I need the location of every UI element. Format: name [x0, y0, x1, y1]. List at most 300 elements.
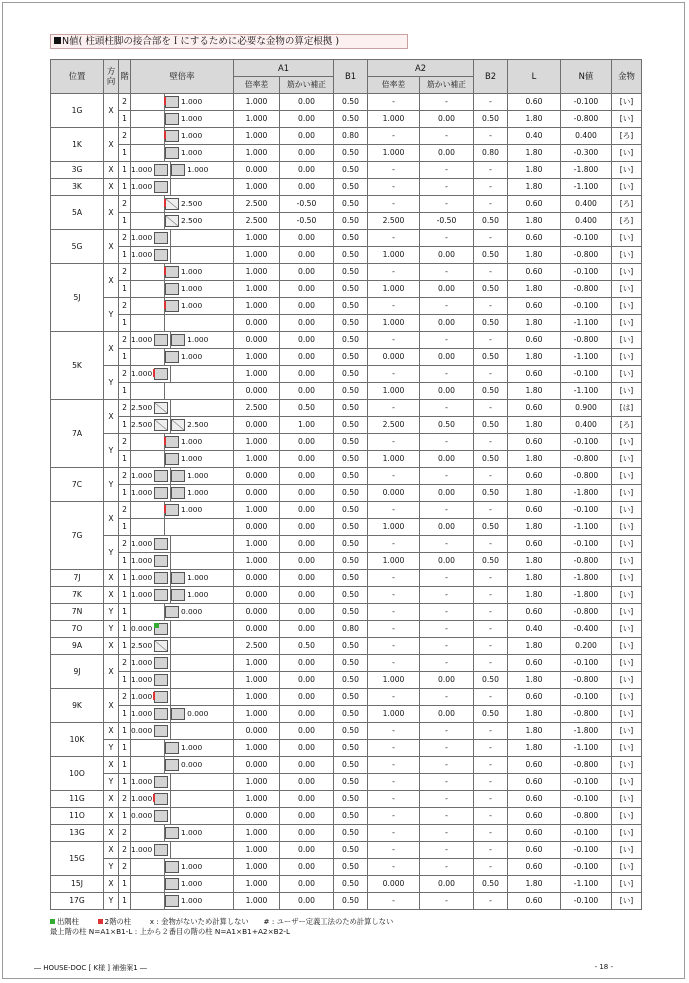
b1-cell: 0.50 — [334, 791, 368, 808]
a2-rate-diff-cell: - — [368, 655, 420, 672]
wall-rate-blocks — [131, 298, 233, 314]
position-cell: 7G — [51, 502, 104, 570]
wall-rate-value: 1.000 — [181, 267, 203, 277]
direction-cell: Y — [104, 604, 119, 621]
wall-rate-value: 1.000 — [131, 539, 153, 549]
wall-panel-icon — [154, 164, 168, 176]
wall-rate-cell — [131, 842, 234, 859]
floor-cell: 1 — [119, 808, 131, 825]
hardware-cell: [い] — [612, 893, 642, 910]
n-value-cell: -0.100 — [561, 893, 612, 910]
a2-brace-fix-cell: 0.00 — [420, 145, 474, 162]
legend — [50, 917, 393, 937]
wall-rate-value: 1.000 — [181, 352, 203, 362]
table-row — [51, 451, 642, 468]
a2-brace-fix-cell: - — [420, 893, 474, 910]
hardware-cell: [い] — [612, 638, 642, 655]
wall-rate-cell — [131, 536, 234, 553]
l-cell: 1.80 — [508, 876, 561, 893]
wall-rate-blocks — [131, 451, 233, 467]
a1-rate-diff-cell: 1.000 — [234, 230, 280, 247]
a1-brace-fix-cell: 0.00 — [280, 315, 334, 332]
n-value-cell: -0.100 — [561, 842, 612, 859]
wall-rate-right — [171, 230, 205, 246]
wall-rate-value: 1.000 — [131, 471, 153, 481]
table-row — [51, 808, 642, 825]
wall-rate-left — [131, 179, 171, 195]
wall-rate-cell — [131, 315, 234, 332]
l-cell: 1.80 — [508, 281, 561, 298]
b1-cell: 0.50 — [334, 179, 368, 196]
wall-rate-value: 2.500 — [131, 403, 153, 413]
table-row — [51, 774, 642, 791]
wall-panel-icon — [165, 113, 179, 125]
a1-rate-diff-cell: 1.000 — [234, 281, 280, 298]
brace-wall-icon — [154, 640, 168, 652]
second-floor-marker — [153, 369, 155, 377]
a1-rate-diff-cell: 0.000 — [234, 519, 280, 536]
a2-brace-fix-cell: - — [420, 689, 474, 706]
wall-rate-value: 1.000 — [187, 488, 209, 498]
table-row — [51, 264, 642, 281]
wall-rate-right — [165, 383, 199, 399]
b1-cell: 0.50 — [334, 434, 368, 451]
wall-panel-icon — [165, 742, 179, 754]
n-value-cell: -1.100 — [561, 383, 612, 400]
a2-brace-fix-cell: - — [420, 791, 474, 808]
b2-cell: 0.50 — [474, 876, 508, 893]
b1-cell: 0.50 — [334, 111, 368, 128]
wall-rate-right — [165, 298, 204, 314]
wall-panel-icon — [154, 793, 168, 805]
b2-cell: - — [474, 757, 508, 774]
wall-rate-cell — [131, 706, 234, 723]
a2-rate-diff-cell: - — [368, 230, 420, 247]
n-value-cell: -0.100 — [561, 434, 612, 451]
b2-cell: 0.50 — [474, 553, 508, 570]
hardware-cell: [い] — [612, 536, 642, 553]
floor-cell: 2 — [119, 434, 131, 451]
wall-rate-blocks — [131, 400, 233, 416]
wall-rate-right — [171, 485, 210, 501]
a1-brace-fix-cell: 0.00 — [280, 162, 334, 179]
table-row — [51, 570, 642, 587]
a2-rate-diff-cell: - — [368, 298, 420, 315]
hardware-cell: [い] — [612, 689, 642, 706]
n-value-cell: -0.100 — [561, 774, 612, 791]
l-cell: 1.80 — [508, 570, 561, 587]
table-row — [51, 298, 642, 315]
a1-rate-diff-cell: 2.500 — [234, 638, 280, 655]
hardware-cell: [い] — [612, 723, 642, 740]
a2-brace-fix-cell: - — [420, 570, 474, 587]
b1-cell: 0.50 — [334, 468, 368, 485]
wall-rate-cell — [131, 893, 234, 910]
a1-rate-diff-cell: 1.000 — [234, 111, 280, 128]
a1-rate-diff-cell: 1.000 — [234, 791, 280, 808]
wall-rate-left — [131, 434, 165, 450]
wall-rate-blocks — [131, 791, 233, 807]
a1-rate-diff-cell: 1.000 — [234, 128, 280, 145]
wall-rate-left — [131, 366, 171, 382]
header-wall-rate: 壁倍率 — [131, 60, 234, 94]
direction-cell: X — [104, 842, 119, 859]
wall-rate-left — [131, 774, 171, 790]
wall-panel-icon — [154, 674, 168, 686]
wall-rate-blocks — [131, 434, 233, 450]
wall-rate-value: 1.000 — [131, 250, 153, 260]
wall-rate-blocks — [131, 264, 233, 280]
wall-panel-icon — [165, 504, 179, 516]
wall-rate-left — [131, 383, 165, 399]
legend-x-note: x : 金物がないため計算しない — [149, 917, 249, 926]
hardware-cell: [い] — [612, 145, 642, 162]
b1-cell: 0.50 — [334, 230, 368, 247]
b2-cell: 0.50 — [474, 247, 508, 264]
direction-cell: Y — [104, 468, 119, 502]
a2-brace-fix-cell: - — [420, 587, 474, 604]
wall-rate-left — [131, 536, 171, 552]
a2-rate-diff-cell: 2.500 — [368, 417, 420, 434]
b2-cell: - — [474, 604, 508, 621]
a1-rate-diff-cell: 0.000 — [234, 468, 280, 485]
wall-rate-value: 1.000 — [131, 777, 153, 787]
wall-rate-value: 0.000 — [181, 760, 203, 770]
a2-rate-diff-cell: - — [368, 825, 420, 842]
a1-brace-fix-cell: 0.00 — [280, 281, 334, 298]
floor-cell: 1 — [119, 349, 131, 366]
n-value-cell: -1.100 — [561, 740, 612, 757]
table-row — [51, 94, 642, 111]
wall-rate-blocks — [131, 876, 233, 892]
b1-cell: 0.50 — [334, 247, 368, 264]
a2-brace-fix-cell: - — [420, 842, 474, 859]
table-row — [51, 689, 642, 706]
corner-post-marker — [154, 623, 159, 628]
wall-panel-icon — [165, 453, 179, 465]
n-value-cell: -0.800 — [561, 451, 612, 468]
wall-rate-cell — [131, 825, 234, 842]
wall-rate-blocks — [131, 723, 233, 739]
hardware-cell: [い] — [612, 349, 642, 366]
n-value-cell: -0.100 — [561, 655, 612, 672]
wall-rate-cell — [131, 281, 234, 298]
wall-rate-left — [131, 842, 171, 858]
table-row — [51, 434, 642, 451]
wall-rate-cell — [131, 553, 234, 570]
direction-cell: X — [104, 502, 119, 536]
table-body — [51, 94, 642, 910]
floor-cell: 2 — [119, 230, 131, 247]
wall-rate-cell — [131, 451, 234, 468]
wall-rate-cell — [131, 604, 234, 621]
l-cell: 0.60 — [508, 757, 561, 774]
wall-rate-cell — [131, 519, 234, 536]
l-cell: 1.80 — [508, 383, 561, 400]
n-value-cell: -0.800 — [561, 757, 612, 774]
wall-rate-blocks — [131, 604, 233, 620]
a1-brace-fix-cell: 0.00 — [280, 468, 334, 485]
wall-panel-icon — [171, 572, 185, 584]
floor-cell: 2 — [119, 825, 131, 842]
direction-cell: Y — [104, 893, 119, 910]
b1-cell: 0.50 — [334, 536, 368, 553]
wall-rate-right — [171, 162, 210, 178]
a2-rate-diff-cell: - — [368, 774, 420, 791]
wall-rate-cell — [131, 247, 234, 264]
n-value-cell: -1.100 — [561, 519, 612, 536]
red-square-icon — [98, 919, 103, 924]
wall-rate-value: 2.500 — [181, 199, 203, 209]
wall-rate-right — [165, 825, 204, 841]
a1-rate-diff-cell: 0.000 — [234, 621, 280, 638]
green-square-icon — [50, 919, 55, 924]
wall-rate-left — [131, 247, 171, 263]
a1-rate-diff-cell: 0.000 — [234, 315, 280, 332]
b1-cell: 0.50 — [334, 876, 368, 893]
wall-rate-cell — [131, 638, 234, 655]
a1-brace-fix-cell: 0.00 — [280, 621, 334, 638]
b2-cell: - — [474, 808, 508, 825]
header-l: L — [508, 60, 561, 94]
l-cell: 1.80 — [508, 451, 561, 468]
header-hardware: 金物 — [612, 60, 642, 94]
wall-rate-value: 2.500 — [181, 216, 203, 226]
wall-rate-cell — [131, 94, 234, 111]
brace-wall-icon — [154, 419, 168, 431]
wall-panel-icon — [154, 334, 168, 346]
l-cell: 0.60 — [508, 298, 561, 315]
second-floor-marker — [164, 505, 166, 513]
l-cell: 0.60 — [508, 94, 561, 111]
a2-rate-diff-cell: - — [368, 842, 420, 859]
b2-cell: - — [474, 723, 508, 740]
direction-cell: Y — [104, 774, 119, 791]
a1-brace-fix-cell: 0.00 — [280, 485, 334, 502]
wall-rate-cell — [131, 417, 234, 434]
a1-rate-diff-cell: 1.000 — [234, 825, 280, 842]
a1-brace-fix-cell: 0.00 — [280, 570, 334, 587]
a2-brace-fix-cell: - — [420, 264, 474, 281]
position-cell: 5G — [51, 230, 104, 264]
b1-cell: 0.50 — [334, 400, 368, 417]
l-cell: 0.40 — [508, 128, 561, 145]
wall-panel-icon — [154, 708, 168, 720]
floor-cell: 1 — [119, 145, 131, 162]
b1-cell: 0.50 — [334, 315, 368, 332]
wall-rate-value: 1.000 — [181, 862, 203, 872]
footer-page-number: - 18 - — [594, 963, 613, 971]
wall-rate-left — [131, 315, 165, 331]
a1-brace-fix-cell: 0.00 — [280, 383, 334, 400]
a1-brace-fix-cell: 0.00 — [280, 655, 334, 672]
b1-cell: 0.50 — [334, 757, 368, 774]
a1-rate-diff-cell: 0.000 — [234, 383, 280, 400]
wall-rate-blocks — [131, 757, 233, 773]
wall-rate-right — [165, 434, 204, 450]
l-cell: 1.80 — [508, 672, 561, 689]
wall-rate-blocks — [131, 247, 233, 263]
b1-cell: 0.50 — [334, 808, 368, 825]
floor-cell: 1 — [119, 417, 131, 434]
b2-cell: - — [474, 859, 508, 876]
b1-cell: 0.50 — [334, 502, 368, 519]
a1-brace-fix-cell: 0.00 — [280, 94, 334, 111]
square-bullet-icon — [54, 37, 61, 44]
a2-rate-diff-cell: - — [368, 536, 420, 553]
a1-brace-fix-cell: 0.00 — [280, 145, 334, 162]
a2-rate-diff-cell: - — [368, 893, 420, 910]
a2-brace-fix-cell: 0.00 — [420, 247, 474, 264]
a1-rate-diff-cell: 1.000 — [234, 451, 280, 468]
b1-cell: 0.50 — [334, 570, 368, 587]
b1-cell: 0.80 — [334, 128, 368, 145]
wall-rate-blocks — [131, 638, 233, 654]
b2-cell: - — [474, 740, 508, 757]
l-cell: 1.80 — [508, 519, 561, 536]
a2-rate-diff-cell: - — [368, 723, 420, 740]
a1-brace-fix-cell: 0.00 — [280, 230, 334, 247]
a1-rate-diff-cell: 1.000 — [234, 876, 280, 893]
direction-cell: X — [104, 230, 119, 264]
wall-rate-value: 1.000 — [181, 97, 203, 107]
a1-rate-diff-cell: 0.000 — [234, 757, 280, 774]
position-cell: 11G — [51, 791, 104, 808]
table-row — [51, 502, 642, 519]
a1-rate-diff-cell: 0.000 — [234, 485, 280, 502]
b2-cell: 0.50 — [474, 451, 508, 468]
wall-rate-value: 1.000 — [131, 658, 153, 668]
direction-cell: X — [104, 876, 119, 893]
wall-panel-icon — [154, 589, 168, 601]
position-cell: 17G — [51, 893, 104, 910]
position-cell: 7N — [51, 604, 104, 621]
table-row — [51, 893, 642, 910]
floor-cell: 1 — [119, 281, 131, 298]
hardware-cell: [い] — [612, 281, 642, 298]
brace-wall-icon — [165, 198, 179, 210]
a1-rate-diff-cell: 1.000 — [234, 553, 280, 570]
a2-rate-diff-cell: - — [368, 128, 420, 145]
wall-panel-icon — [154, 470, 168, 482]
hardware-cell: [い] — [612, 859, 642, 876]
a1-brace-fix-cell: 0.00 — [280, 553, 334, 570]
wall-panel-icon — [165, 759, 179, 771]
hardware-cell: [い] — [612, 94, 642, 111]
b1-cell: 0.50 — [334, 281, 368, 298]
a2-rate-diff-cell: - — [368, 94, 420, 111]
a1-brace-fix-cell: 0.00 — [280, 264, 334, 281]
wall-rate-blocks — [131, 383, 233, 399]
a1-brace-fix-cell: 0.00 — [280, 587, 334, 604]
legend-line-1 — [50, 917, 393, 927]
floor-cell: 2 — [119, 655, 131, 672]
wall-panel-icon — [171, 164, 185, 176]
floor-cell: 1 — [119, 519, 131, 536]
n-value-cell: -0.400 — [561, 621, 612, 638]
hardware-cell: [い] — [612, 825, 642, 842]
a2-rate-diff-cell: - — [368, 859, 420, 876]
l-cell: 1.80 — [508, 179, 561, 196]
header-a2-brace-fix: 筋かい補正 — [420, 77, 474, 94]
l-cell: 1.80 — [508, 213, 561, 230]
floor-cell: 1 — [119, 485, 131, 502]
l-cell: 0.60 — [508, 689, 561, 706]
legend-green-label: 出隅柱 — [57, 917, 79, 926]
table-row — [51, 519, 642, 536]
direction-cell: Y — [104, 434, 119, 468]
wall-rate-right — [171, 417, 210, 433]
wall-panel-icon — [165, 895, 179, 907]
wall-rate-value: 1.000 — [131, 182, 153, 192]
table-row — [51, 179, 642, 196]
a2-brace-fix-cell: - — [420, 468, 474, 485]
wall-rate-value: 0.000 — [181, 607, 203, 617]
wall-panel-icon — [154, 691, 168, 703]
n-value-cell: -0.100 — [561, 94, 612, 111]
a1-brace-fix-cell: 0.00 — [280, 111, 334, 128]
b2-cell: - — [474, 400, 508, 417]
table-row — [51, 740, 642, 757]
b2-cell: - — [474, 298, 508, 315]
wall-rate-value: 2.500 — [131, 641, 153, 651]
wall-rate-blocks — [131, 332, 233, 348]
a2-rate-diff-cell: 2.500 — [368, 213, 420, 230]
position-cell: 7C — [51, 468, 104, 502]
wall-panel-icon — [165, 606, 179, 618]
wall-rate-cell — [131, 400, 234, 417]
b2-cell: 0.50 — [474, 417, 508, 434]
a2-brace-fix-cell: - — [420, 196, 474, 213]
wall-rate-cell — [131, 570, 234, 587]
table-row — [51, 638, 642, 655]
wall-rate-cell — [131, 689, 234, 706]
b2-cell: - — [474, 655, 508, 672]
hardware-cell: [い] — [612, 383, 642, 400]
header-direction: 方向 — [104, 60, 119, 94]
floor-cell: 2 — [119, 366, 131, 383]
n-value-cell: -1.800 — [561, 162, 612, 179]
n-value-cell: -0.100 — [561, 502, 612, 519]
a1-brace-fix-cell: 0.00 — [280, 791, 334, 808]
n-value-cell: -0.100 — [561, 298, 612, 315]
b1-cell: 0.50 — [334, 264, 368, 281]
position-cell: 7K — [51, 587, 104, 604]
header-floor: 階 — [119, 60, 131, 94]
wall-rate-blocks — [131, 230, 233, 246]
wall-rate-right — [171, 723, 205, 739]
floor-cell: 1 — [119, 383, 131, 400]
b1-cell: 0.50 — [334, 383, 368, 400]
a1-brace-fix-cell: 0.00 — [280, 128, 334, 145]
wall-panel-icon — [171, 487, 185, 499]
wall-rate-left — [131, 332, 171, 348]
wall-rate-right — [165, 893, 204, 909]
wall-rate-cell — [131, 672, 234, 689]
b2-cell: - — [474, 587, 508, 604]
l-cell: 0.60 — [508, 400, 561, 417]
wall-rate-cell — [131, 502, 234, 519]
wall-rate-left — [131, 859, 165, 875]
a1-brace-fix-cell: 0.00 — [280, 859, 334, 876]
b2-cell: - — [474, 689, 508, 706]
floor-cell: 2 — [119, 196, 131, 213]
wall-rate-right — [171, 672, 205, 688]
b2-cell: 0.50 — [474, 349, 508, 366]
table-row — [51, 417, 642, 434]
wall-rate-right — [165, 740, 204, 756]
position-cell: 13G — [51, 825, 104, 842]
